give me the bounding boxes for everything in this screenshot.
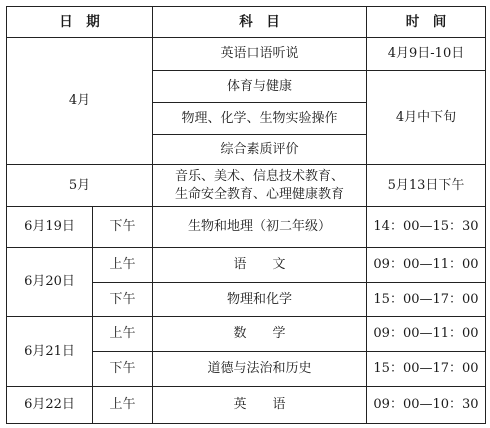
- june21-pm-period: 下午: [93, 352, 153, 387]
- june19-pm-time: 14：00—15：30: [367, 207, 486, 248]
- oral-english-subject: 英语口语听说: [153, 38, 367, 71]
- june20-date: 6月20日: [7, 248, 93, 317]
- april-date-cell: 4月: [7, 38, 153, 165]
- header-time: 时 间: [367, 7, 486, 38]
- oral-english-time: 4月9日-10日: [367, 38, 486, 71]
- june21-am-time: 09：00—11：00: [367, 317, 486, 352]
- june21-am-subject: 数 学: [153, 317, 367, 352]
- june19-pm-subject: 生物和地理（初二年级）: [153, 207, 367, 248]
- exam-schedule-table: [6, 6, 486, 424]
- june20-pm-period: 下午: [93, 283, 153, 317]
- june20-am-subject: 语 文: [153, 248, 367, 283]
- may-subject-line2: 生命安全教育、心理健康教育: [174, 186, 344, 202]
- may-time: 5月13日下午: [367, 165, 486, 207]
- june19-date: 6月19日: [7, 207, 93, 248]
- june21-pm-time: 15：00—17：00: [367, 352, 486, 387]
- june21-pm-subject: 道德与法治和历史: [153, 352, 367, 387]
- june21-date: 6月21日: [7, 317, 93, 387]
- header-date: 日 期: [7, 7, 153, 38]
- june22-am-time: 09：00—10：30: [367, 387, 486, 424]
- april-mid-time: 4月中下旬: [367, 71, 486, 165]
- table-row: [7, 387, 486, 424]
- june22-am-period: 上午: [93, 387, 153, 424]
- lab-subject: 物理、化学、生物实验操作: [153, 103, 367, 135]
- june20-pm-subject: 物理和化学: [153, 283, 367, 317]
- june22-am-subject: 英 语: [153, 387, 367, 424]
- pe-subject: 体育与健康: [153, 71, 367, 103]
- quality-subject: 综合素质评价: [153, 135, 367, 165]
- table-row: [7, 317, 486, 352]
- header-row: [7, 7, 486, 38]
- table-row: [7, 165, 486, 207]
- june20-am-time: 09：00—11：00: [367, 248, 486, 283]
- table-row: [7, 207, 486, 248]
- june21-am-period: 上午: [93, 317, 153, 352]
- june22-date: 6月22日: [7, 387, 93, 424]
- june19-pm-period: 下午: [93, 207, 153, 248]
- may-date-cell: 5月: [7, 165, 153, 207]
- table-row: [7, 38, 486, 71]
- may-subject-line1: 音乐、美术、信息技术教育、: [174, 168, 344, 184]
- june20-pm-time: 15：00—17：00: [367, 283, 486, 317]
- june20-am-period: 上午: [93, 248, 153, 283]
- may-subject: [153, 165, 367, 207]
- table-row: [7, 248, 486, 283]
- header-subject: 科 目: [153, 7, 367, 38]
